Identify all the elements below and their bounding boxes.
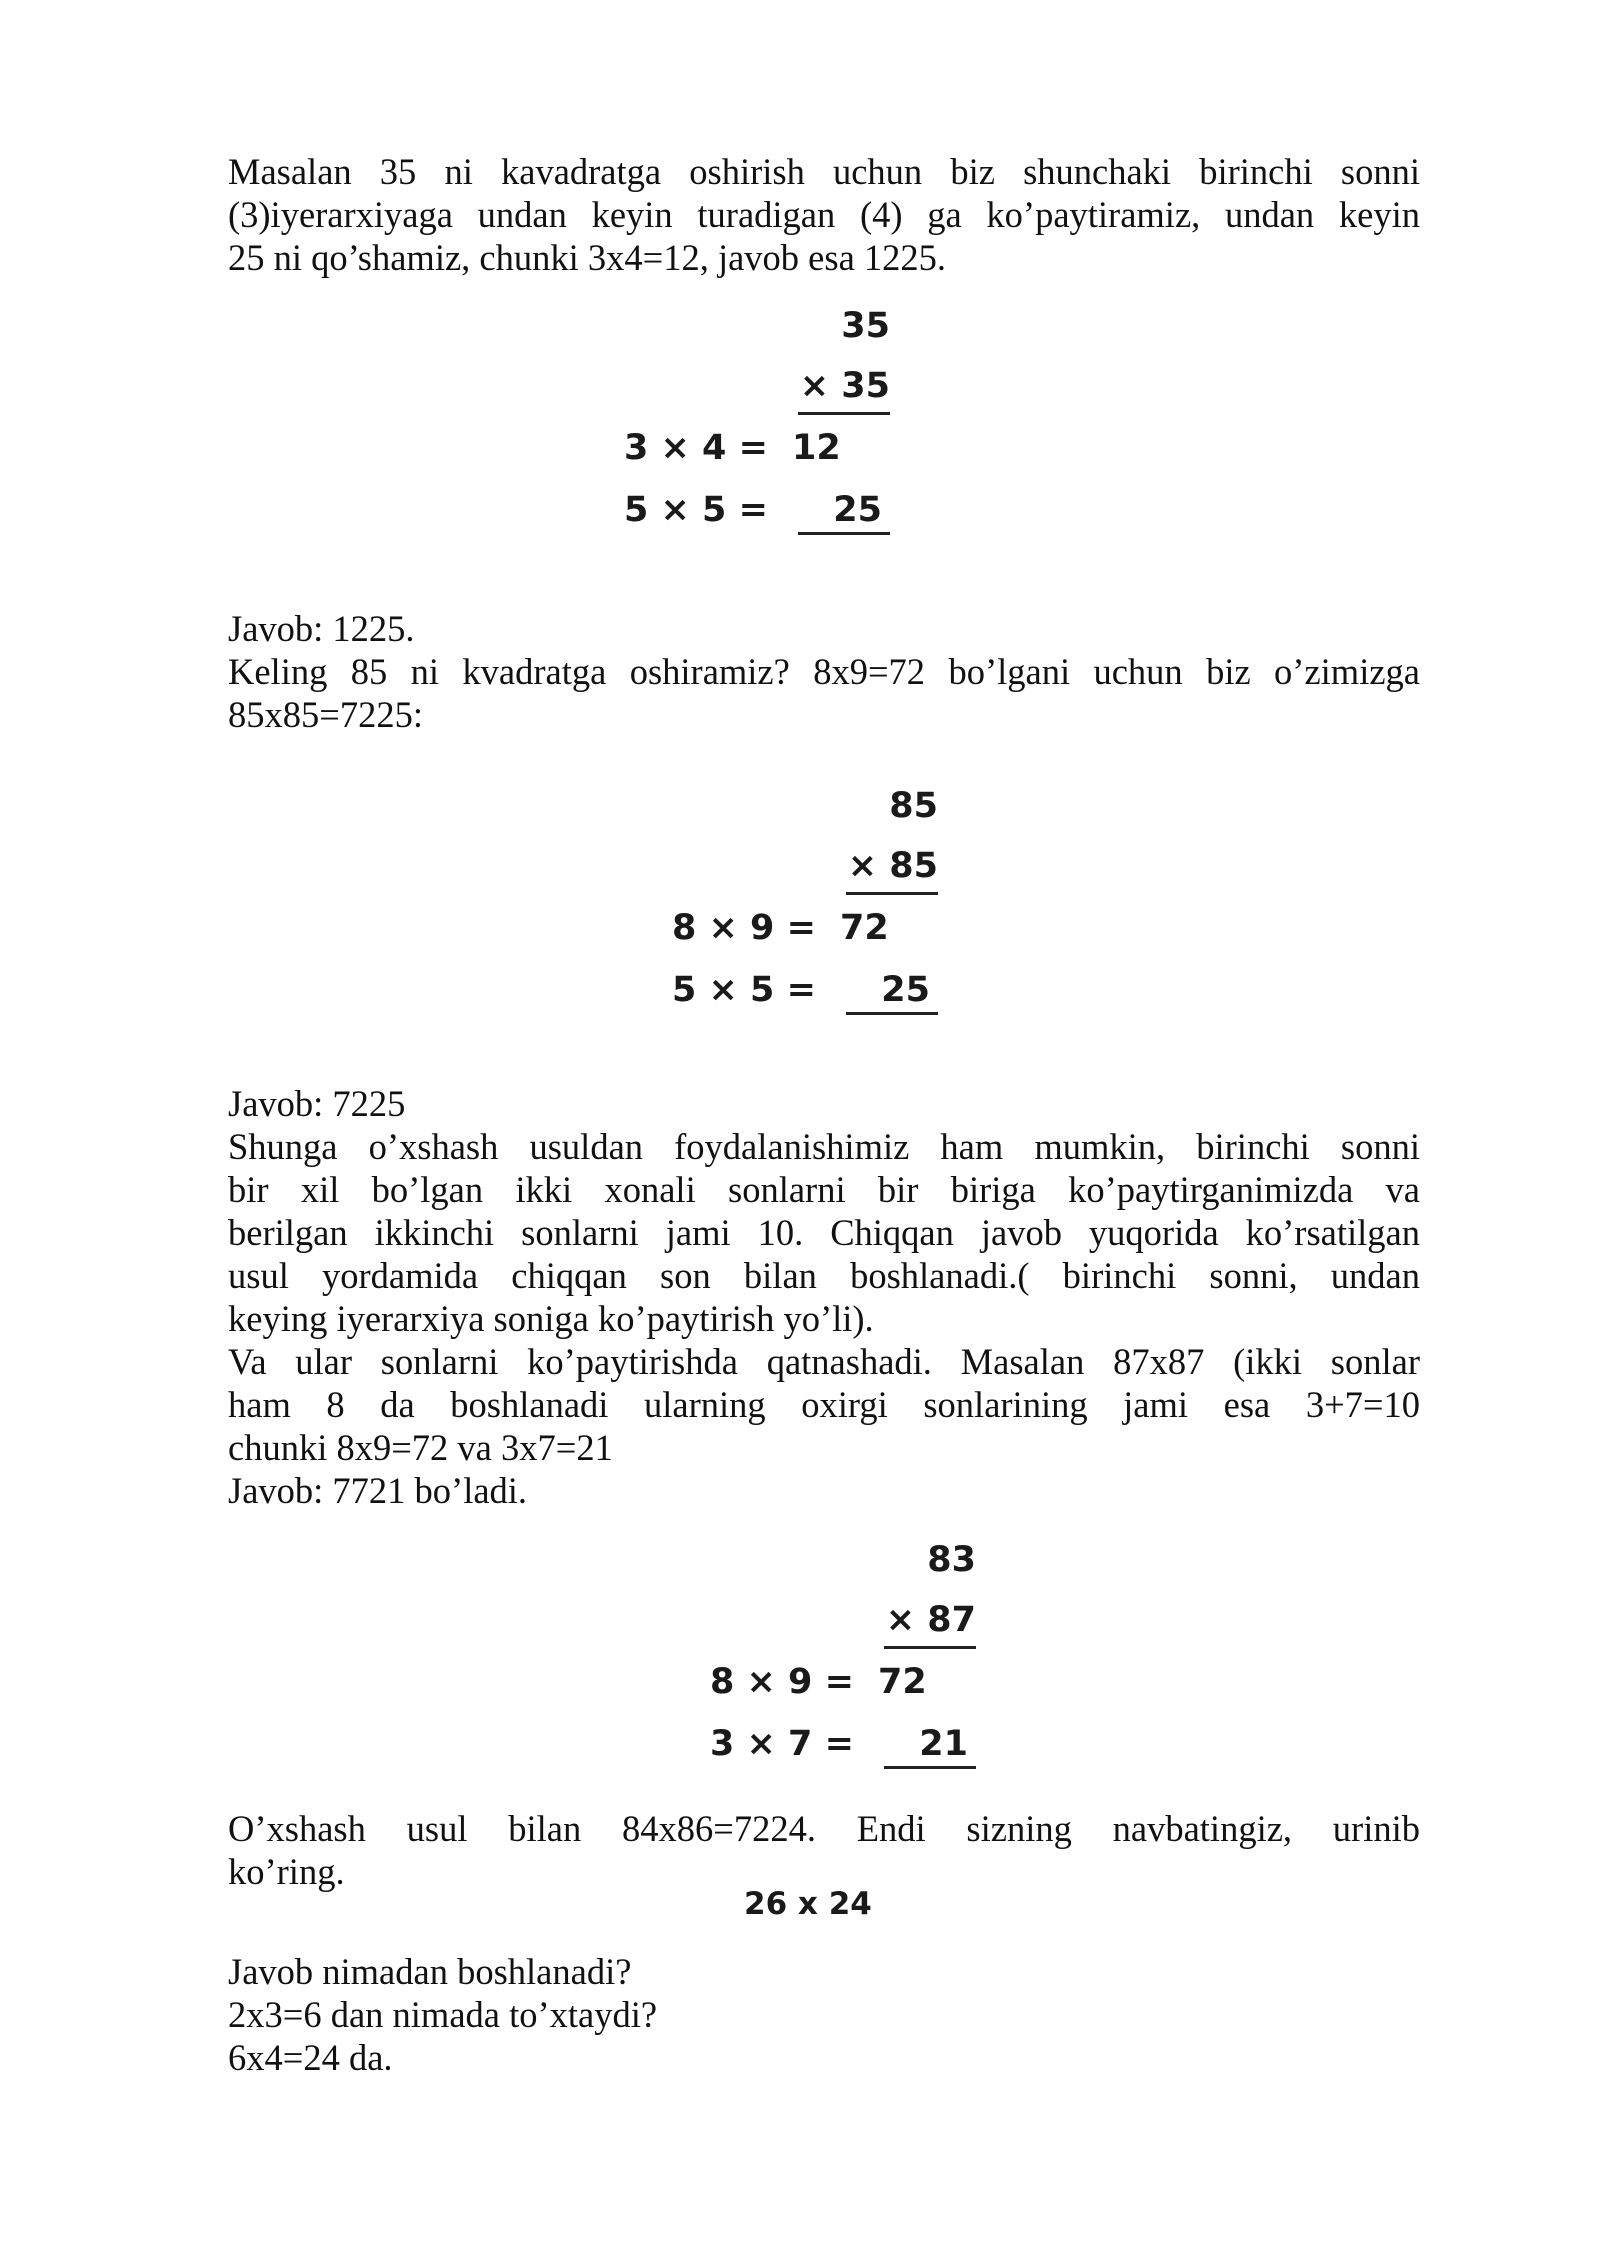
text-line: Javob nimadan boshlanadi? <box>228 1951 632 1992</box>
exercise-expression: 26 x 24 <box>744 1886 872 1922</box>
questions-paragraph <box>228 1950 1420 2079</box>
calc-result-underline <box>884 1766 976 1769</box>
calc-row-2-result: 25 <box>881 970 930 1010</box>
text-line: (3)iyerarxiyaga undan keyin turadigan (4) ga ko’paytiramiz, undan keyin <box>228 194 1420 235</box>
intro-paragraph <box>228 150 1420 279</box>
calc-row-2-expression: 3 × 7 = <box>710 1724 854 1764</box>
text-line: Javob: 7225 <box>228 1083 406 1124</box>
text-line: keying iyerarxiya soniga ko’paytirish yo’li). <box>228 1298 874 1339</box>
practice-paragraph <box>228 1807 1420 1893</box>
text-line: Keling 85 ni kvadratga oshiramiz? 8x9=72 bo’lgani uchun biz o’zimizga <box>228 651 1420 692</box>
calculation-35x35 <box>620 306 890 546</box>
calc-multiplier: × 35 <box>799 366 890 406</box>
text-line: ko’ring. <box>228 1851 345 1892</box>
text-line: ham 8 da boshlanadi ularning oxirgi sonlarining jami esa 3+7=10 <box>228 1384 1420 1425</box>
calc-row-1-expression: 3 × 4 = <box>624 428 768 468</box>
text-line: bir xil bo’lgan ikki xonali sonlarni bir biriga ko’paytirganimizda va <box>228 1169 1420 1210</box>
calc-top-number: 35 <box>841 306 890 346</box>
calc-top-number: 83 <box>927 1540 976 1580</box>
calc-row-1-result: 12 <box>792 428 841 468</box>
text-line: Javob: 7721 bo’ladi. <box>228 1470 528 1511</box>
calc-row-2-expression: 5 × 5 = <box>672 970 816 1010</box>
calc-result-underline <box>798 532 890 535</box>
method-paragraph <box>228 1082 1420 1512</box>
calc-row-1-result: 72 <box>840 908 889 948</box>
text-line: usul yordamida chiqqan son bilan boshlanadi.( birinchi sonni, undan <box>228 1255 1420 1296</box>
calc-row-1-expression: 8 × 9 = <box>710 1662 854 1702</box>
text-line: Va ular sonlarni ko’paytirishda qatnashadi. Masalan 87x87 (ikki sonlar <box>228 1341 1420 1382</box>
calculation-83x87 <box>706 1540 976 1780</box>
text-line: 2x3=6 dan nimada to’xtaydi? <box>228 1994 658 2035</box>
text-line: Javob: 1225. <box>228 608 415 649</box>
calc-row-2-result: 21 <box>919 1724 968 1764</box>
text-line: 25 ni qo’shamiz, chunki 3x4=12, javob esa 1225. <box>228 237 947 278</box>
calc-row-1-expression: 8 × 9 = <box>672 908 816 948</box>
calc-underline <box>798 412 890 415</box>
text-line: Shunga o’xshash usuldan foydalanishimiz ham mumkin, birinchi sonni <box>228 1126 1420 1167</box>
calc-row-2-expression: 5 × 5 = <box>624 490 768 530</box>
calc-multiplier: × 85 <box>847 846 938 886</box>
text-line: chunki 8x9=72 va 3x7=21 <box>228 1427 613 1468</box>
calculation-85x85 <box>668 786 938 1026</box>
calc-multiplier: × 87 <box>885 1600 976 1640</box>
text-line: O’xshash usul bilan 84x86=7224. Endi sizning navbatingiz, urinib <box>228 1808 1420 1849</box>
text-line: 85x85=7225: <box>228 694 423 735</box>
calc-result-underline <box>846 1012 938 1015</box>
calc-row-1-result: 72 <box>878 1662 927 1702</box>
calc-row-2-result: 25 <box>833 490 882 530</box>
calc-top-number: 85 <box>889 786 938 826</box>
answer-paragraph-1 <box>228 607 1420 736</box>
calc-underline <box>846 892 938 895</box>
text-line: 6x4=24 da. <box>228 2037 393 2078</box>
text-line: berilgan ikkinchi sonlarni jami 10. Chiqqan javob yuqorida ko’rsatilgan <box>228 1212 1420 1253</box>
text-line: Masalan 35 ni kavadratga oshirish uchun biz shunchaki birinchi sonni <box>228 151 1420 192</box>
calc-underline <box>884 1646 976 1649</box>
